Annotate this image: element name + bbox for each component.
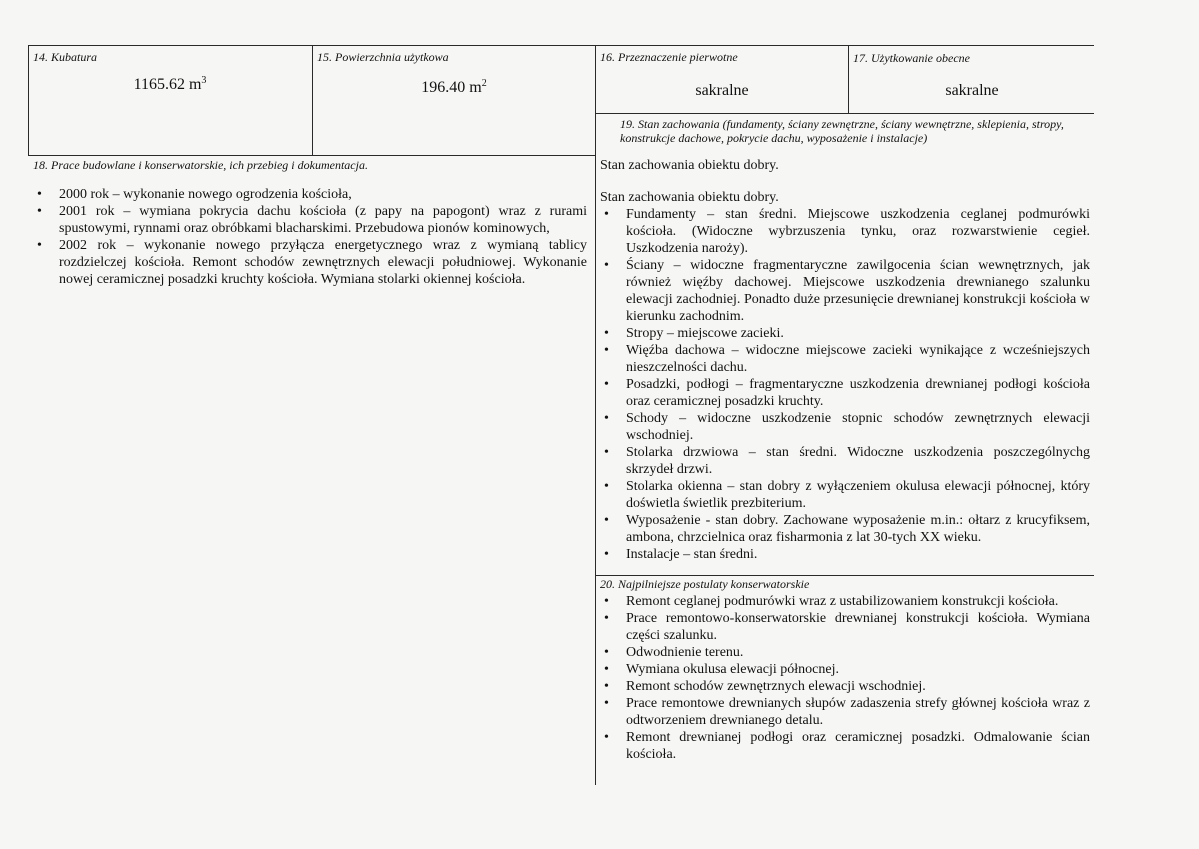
column-divider-16-17 bbox=[848, 45, 849, 113]
list-item: • 2000 rok – wykonanie nowego ogrodzenia kościoła, bbox=[33, 186, 587, 203]
postulaty-content bbox=[600, 593, 1090, 763]
stan-zachowania-list bbox=[600, 206, 1090, 563]
list-item: • Fundamenty – stan średni. Miejscowe uszkodzenia ceglanej podmurówki kościoła. (Widoczne wybrzuszenia tynku, oraz rozwarstwienie cegieł. Uszkodzenia naroży). bbox=[600, 206, 1090, 257]
list-item: • Prace remontowe drewnianych słupów zadaszenia strefy głównej kościoła wraz z odtworzeniem drewnianego detalu. bbox=[600, 695, 1090, 729]
kubatura-label: 14. Kubatura bbox=[33, 50, 98, 64]
powierzchnia-value: 196.40 $m^2$ bbox=[421, 78, 487, 96]
uzytkowanie-label: 17. Użytkowanie obecne bbox=[853, 51, 970, 65]
list-item: • Wyposażenie - stan dobry. Zachowane wyposażenie m.in.: ołtarz z krucyfiksem, ambona, chrzcielnica oraz fisharmonia z lat 30-tych XX wieku. bbox=[600, 512, 1090, 546]
list-item: • Schody – widoczne uszkodzenie stopnic schodów zewnętrznych elewacji wschodniej. bbox=[600, 410, 1090, 444]
list-item: • 2002 rok – wykonanie nowego przyłącza energetycznego wraz z wymianą tablicy rozdzielczej kościoła. Remont schodów zewnętrznych elewacji południowej. Wykonanie nowej ceramicznej posadzki kruchty kościoła. Wymiana stolarki okiennej kościoła. bbox=[33, 237, 587, 288]
prace-budowlane-content bbox=[33, 186, 587, 288]
list-item: • Ściany – widoczne fragmentaryczne zawilgocenia ścian wewnętrznych, jak również więźby dachowej. Miejscowe uszkodzenia drewnianego szalunku elewacji zachodniej. Ponadto duże przesunięcie drewnianej konstrukcji kościoła w kierunku zachodnim. bbox=[600, 257, 1090, 325]
list-item: • Remont schodów zewnętrznych elewacji wschodniej. bbox=[600, 678, 1090, 695]
stan-zachowania-content bbox=[600, 189, 1090, 563]
prace-budowlane-label: 18. Prace budowlane i konserwatorskie, ich przebieg i dokumentacja. bbox=[33, 158, 368, 172]
uzytkowanie-value: sakralne bbox=[945, 82, 999, 99]
list-item: • Posadzki, podłogi – fragmentaryczne uszkodzenia drewnianej podłogi kościoła oraz ceramicznej posadzki kruchty. bbox=[600, 376, 1090, 410]
column-divider-14-15 bbox=[312, 45, 313, 156]
list-item: • Remont drewnianej podłogi oraz ceramicznej posadzki. Odmalowanie ścian kościoła. bbox=[600, 729, 1090, 763]
list-item: • Stropy – miejscowe zacieki. bbox=[600, 325, 1090, 342]
przeznaczenie-label: 16. Przeznaczenie pierwotne bbox=[600, 50, 738, 64]
stan-zachowania-intro: Stan zachowania obiektu dobry. bbox=[600, 190, 779, 205]
stan-zachowania-summary: Stan zachowania obiektu dobry. bbox=[600, 158, 779, 173]
list-item: • Więźba dachowa – widoczne miejscowe zacieki wynikające z wcześniejszych nieszczelności dachu. bbox=[600, 342, 1090, 376]
list-item: • Instalacje – stan średni. bbox=[600, 546, 1090, 563]
postulaty-label: 20. Najpilniejsze postulaty konserwatorskie bbox=[600, 577, 810, 591]
list-item: • 2001 rok – wymiana pokrycia dachu kościoła (z papy na papogont) wraz z rurami spustowymi, rynnami oraz obróbkami blacharskimi. Przebudowa pionów kominowych, bbox=[33, 203, 587, 237]
row-divider-20 bbox=[595, 575, 1094, 576]
przeznaczenie-value: sakralne bbox=[695, 82, 749, 99]
powierzchnia-label: 15. Powierzchnia użytkowa bbox=[317, 50, 449, 64]
table-top-border bbox=[28, 45, 1094, 46]
postulaty-list bbox=[600, 593, 1090, 763]
row-divider-16-17 bbox=[595, 113, 1094, 114]
list-item: • Stolarka drzwiowa – stan średni. Widoczne uszkodzenia poszczególnychg skrzydeł drzwi. bbox=[600, 444, 1090, 478]
prace-budowlane-list bbox=[33, 186, 587, 288]
list-item: • Odwodnienie terenu. bbox=[600, 644, 1090, 661]
column-divider-left bbox=[28, 45, 29, 156]
list-item: • Stolarka okienna – stan dobry z wyłączeniem okulusa elewacji północnej, który doświetla świetlik prezbiterium. bbox=[600, 478, 1090, 512]
kubatura-value: 1165.62 $m^3$ bbox=[133, 75, 207, 93]
list-item: • Wymiana okulusa elewacji północnej. bbox=[600, 661, 1090, 678]
stan-zachowania-label: 19. Stan zachowania (fundamenty, ściany zewnętrzne, ściany wewnętrzne, sklepienia, stropy, konstrukcje dachowe, pokrycie dachu, wyposażenie i instalacje) bbox=[620, 117, 1064, 145]
list-item: • Prace remontowo-konserwatorskie drewnianej konstrukcji kościoła. Wymiana części szalunku. bbox=[600, 610, 1090, 644]
list-item: • Remont ceglanej podmurówki wraz z ustabilizowaniem konstrukcji kościoła. bbox=[600, 593, 1090, 610]
column-divider-main bbox=[595, 45, 596, 785]
